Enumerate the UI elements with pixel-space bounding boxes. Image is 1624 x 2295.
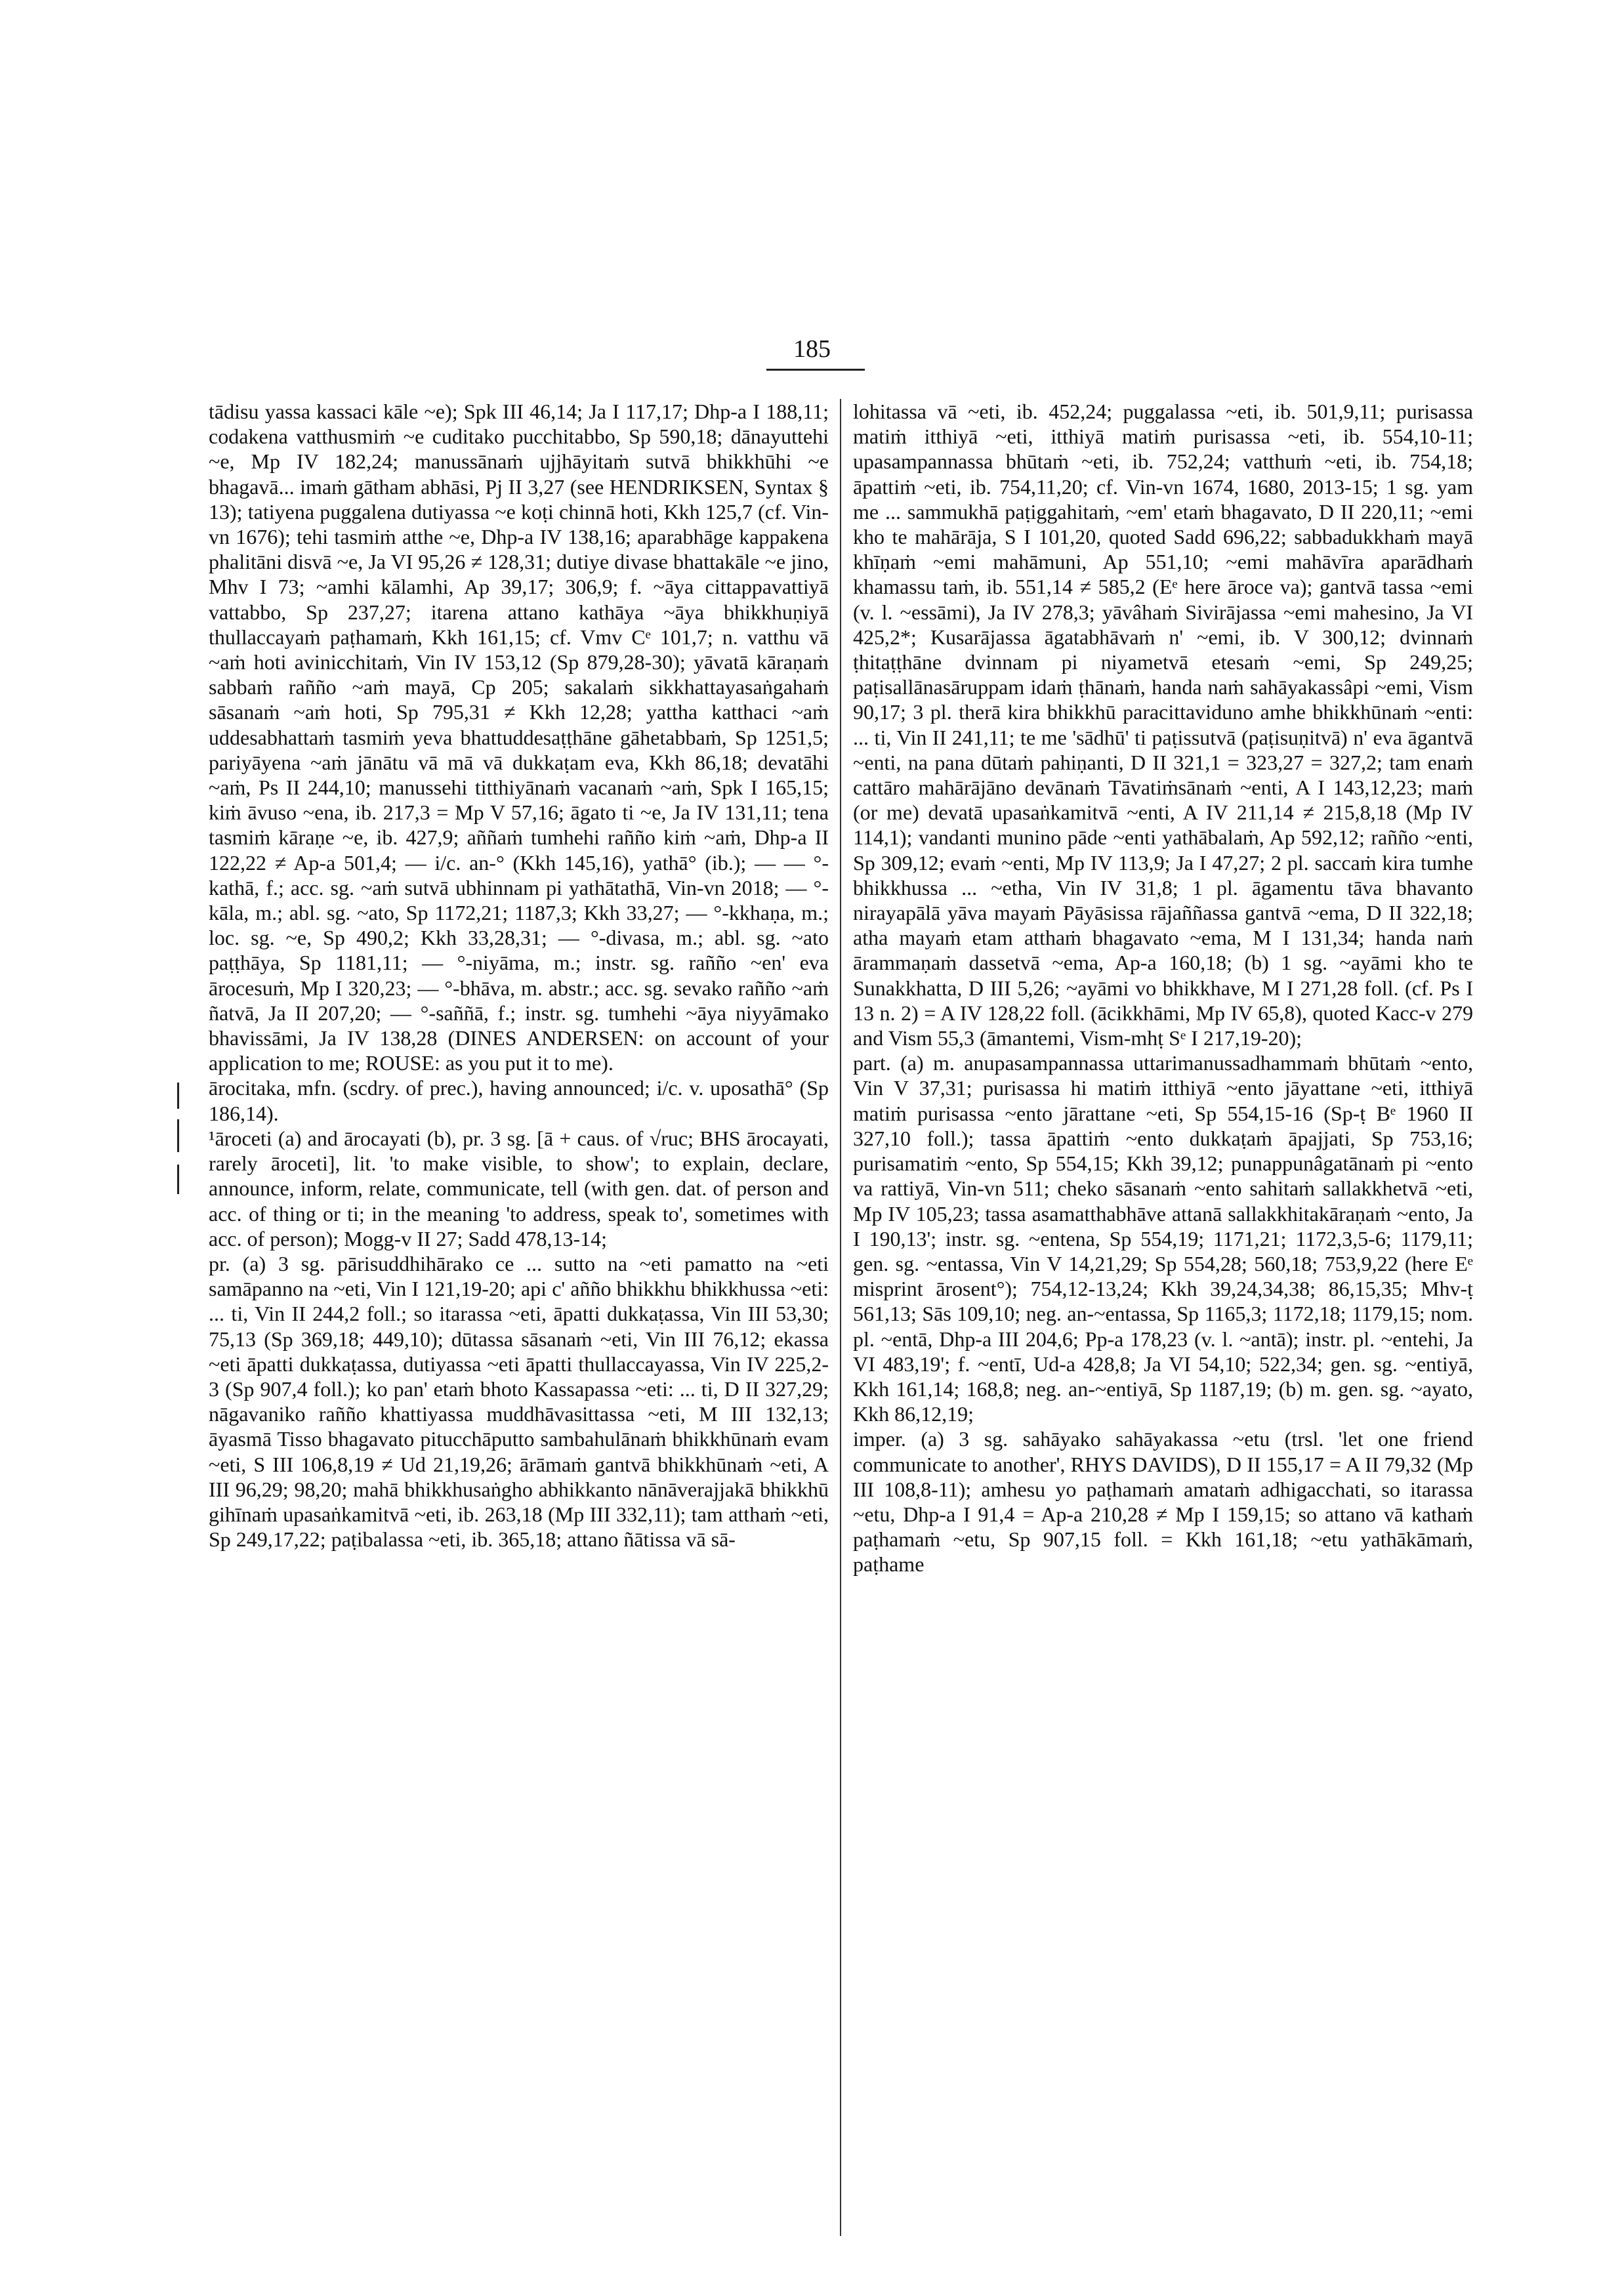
margin-mark [177,1119,179,1152]
left-column-text: tādisu yassa kassaci kāle ~e); Spk III 46,14; Ja I 117,17; Dhp-a I 188,11; codakena vatthusmiṁ ~e cuditako pucchitabbo, Sp 590,18; dānayuttehi ~e, Mp IV 182,24; manussānaṁ ujjhāyitaṁ sutvā bhikkhūhi ~e bhagavā... imaṁ gātham abhāsi, Pj II 3,27 (see HENDRIKSEN, Syntax § 13); tatiyena puggalena dutiyassa ~e koṭi chinnā hoti, Kkh 125,7 (cf. Vin-vn 1676); tehi tasmiṁ atthe ~e, Dhp-a IV 138,16; aparabhāge kappakena phalitāni disvā ~e, Ja VI 95,26 ≠ 128,31; dutiye divase bhattakāle ~e jino, Mhv I 73; ~amhi kālamhi, Ap 39,17; 306,9; f. ~āya cittappavattiyā vattabbo, Sp 237,27; itarena attano kathāya ~āya bhikkhuṇiyā thullaccayaṁ paṭhamaṁ, Kkh 161,15; cf. Vmv Cᵉ 101,7; n. vatthu vā ~aṁ hoti avinicchitaṁ, Vin IV 153,12 (Sp 879,28-30); yāvatā kāraṇaṁ sabbaṁ rañño ~aṁ mayā, Cp 205; sakalaṁ sikkhattayasaṅgahaṁ sāsanaṁ ~aṁ hoti, Sp 795,31 ≠ Kkh 12,28; yattha katthaci ~aṁ uddesabhattaṁ tasmiṁ yeva bhattuddesaṭṭhāne gāhetabbaṁ, Sp 1251,5; pariyāyena ~aṁ jānātu vā mā vā dukkaṭam eva, Kkh 86,18; devatāhi ~aṁ, Ps II 244,10; manussehi titthiyānaṁ vacanaṁ ~aṁ, Spk I 165,15; kiṁ āvuso ~ena, ib. 217,3 = Mp V 57,16; āgato ti ~e, Ja IV 131,11; tena tasmiṁ kāraṇe ~e, ib. 427,9; aññaṁ tumhehi rañño kiṁ ~aṁ, Dhp-a II 122,22 ≠ Ap-a 501,4; — i/c. an-° (Kkh 145,16), yathā° (ib.); — — °-kathā, f.; acc. sg. ~aṁ sutvā ubhinnam pi yathātathā, Vin-vn 2018; — °-kāla, m.; abl. sg. ~ato, Sp 1172,21; 1187,3; Kkh 33,27; — °-kkhaṇa, m.; loc. sg. ~e, Sp 490,2; Kkh 33,28,31; — °-divasa, m.; abl. sg. ~ato paṭṭhāya, Sp 1181,11; — °-niyāma, m.; instr. sg. rañño ~en' eva ārocesuṁ, Mp I 320,23; — °-bhāva, m. abstr.; acc. sg. sevako rañño ~aṁ ñatvā, Ja II 207,20; — °-saññā, f.; instr. sg. tumhehi ~āya niyyāmako bhavissāmi, Ja IV 138,28 (DINES ANDERSEN: on account of your application to me; ROUSE: as you put it to me). ārocitaka, mfn. (scdry. of prec.), having announced; i/c. v. uposathā° (Sp 186,14). ¹āroceti (a) and ārocayati (b), pr. 3 sg. [ā + caus. of √ruc; BHS ārocayati, rarely āroceti], lit. 'to make visible, to show'; to explain, declare, announce, inform, relate, communicate, tell (with gen. dat. of person and acc. of thing or ti; in the meaning 'to address, speak to', sometimes with acc. of person); Mogg-v II 27; Sadd 478,13-14; pr. (a) 3 sg. pārisuddhihārako ce ... sutto na ~eti pamatto na ~eti samāpanno na ~eti, Vin I 121,19-20; api c' añño bhikkhu bhikkhussa ~eti: ... ti, Vin II 244,2 foll.; so itarassa ~eti, āpatti dukkaṭassa, Vin III 53,30; 75,13 (Sp 369,18; 449,10); dūtassa sāsanaṁ ~eti, Vin III 76,12; ekassa ~eti āpatti dukkaṭassa, dutiyassa ~eti āpatti thullaccayassa, Vin IV 225,2-3 (Sp 907,4 foll.); ko pan' etaṁ bhoto Kassapassa ~eti: ... ti, D II 327,29; nāgavaniko rañño khattiyassa muddhāvasittassa ~eti, M III 132,13; āyasmā Tisso bhagavato pitucchāputto sambahulānaṁ bhikkhūnaṁ evam ~eti, S III 106,8,19 ≠ Ud 21,19,26; ārāmaṁ gantvā bhikkhūnaṁ ~eti, A III 96,29; 98,20; mahā bhikkhusaṅgho abhikkanto nānāverajjakā bhikkhū gihīnaṁ upasaṅkamitvā ~eti, ib. 263,18 (Mp III 332,11); tam atthaṁ ~eti, Sp 249,17,22; paṭibalassa ~eti, ib. 365,18; attano ñātissa vā sā- [209,400,829,1552]
right-column [853,399,1473,2243]
right-column-text: lohitassa vā ~eti, ib. 452,24; puggalassa ~eti, ib. 501,9,11; purisassa matiṁ itthiyā ~eti, itthiyā matiṁ purisassa ~eti, ib. 554,10-11; upasampannassa bhūtaṁ ~eti, ib. 752,24; vatthuṁ ~eti, ib. 754,18; āpattiṁ ~eti, ib. 754,11,20; cf. Vin-vn 1674, 1680, 2013-15; 1 sg. yam me ... sammukhā paṭiggahitaṁ, ~em' etaṁ bhagavato, D II 220,11; ~emi kho te mahārāja, S I 101,20, quoted Sadd 696,22; sabbadukkhaṁ mayā khīṇaṁ ~emi mahāmuni, Ap 551,10; ~emi mahāvīra aparādhaṁ khamassu taṁ, ib. 551,14 ≠ 585,2 (Eᵉ here āroce va); gantvā tassa ~emi (v. l. ~essāmi), Ja IV 278,3; yāvâhaṁ Sivirājassa ~emi mahesino, Ja VI 425,2*; Kusarājassa āgatabhāvaṁ n' ~emi, ib. V 300,12; dvinnaṁ ṭhitaṭṭhāne dvinnam pi niyametvā etesaṁ ~emi, Sp 249,25; paṭisallānasāruppam idaṁ ṭhānaṁ, handa naṁ sahāyakassâpi ~emi, Vism 90,17; 3 pl. therā kira bhikkhū paracittaviduno amhe bhikkhūnaṁ ~enti: ... ti, Vin II 241,11; te me 'sādhū' ti paṭissutvā (paṭisuṇitvā) n' eva āgantvā ~enti, na pana dūtaṁ pahiṇanti, D II 321,1 = 323,27 = 327,2; tam enaṁ cattāro mahārājāno devānaṁ Tāvatiṁsānaṁ ~enti, A I 143,12,23; maṁ (or me) devatā upasaṅkamitvā ~enti, A IV 211,14 ≠ 215,8,18 (Mp IV 114,1); vandanti munino pāde ~enti yathābalaṁ, Ap 592,12; rañño ~enti, Sp 309,12; evaṁ ~enti, Mp IV 113,9; Ja I 47,27; 2 pl. saccaṁ kira tumhe bhikkhussa ... ~etha, Vin IV 31,8; 1 pl. āgamentu tāva bhavanto nirayapālā yāva mayaṁ Pāyāsissa rājaññassa gantvā ~ema, D II 322,18; atha mayaṁ etam atthaṁ bhagavato ~ema, M I 131,34; handa naṁ ārammaṇaṁ dassetvā ~ema, Ap-a 160,18; (b) 1 sg. ~ayāmi kho te Sunakkhatta, D III 5,26; ~ayāmi vo bhikkhave, M I 271,28 foll. (cf. Ps I 13 n. 2) = A IV 128,22 foll. (ācikkhāmi, Mp IV 65,8), quoted Kacc-v 279 and Vism 55,3 (āmantemi, Vism-mhṭ Sᵉ I 217,19-20); part. (a) m. anupasampannassa uttarimanussadhammaṁ bhūtaṁ ~ento, Vin V 37,31; purisassa hi matiṁ itthiyā ~ento jāyattane ~eti, itthiyā matiṁ purisassa ~ento jārattane ~eti, Sp 554,15-16 (Sp-ṭ Bᵉ 1960 II 327,10 foll.); tassa āpattiṁ ~ento dukkaṭaṁ āpajjati, Sp 753,16; purisamatiṁ ~ento, Sp 554,15; Kkh 39,12; punappunâgatānaṁ pi ~ento va rattiyā, Vin-vn 511; cheko sāsanaṁ ~ento sahitaṁ sallakkhetvā ~eti, Mp IV 105,23; tassa asamatthabhāve attanā sallakkhitakāraṇaṁ ~ento, Ja I 190,13'; instr. sg. ~entena, Sp 554,19; 1171,21; 1172,3,5-6; 1179,11; gen. sg. ~entassa, Vin V 14,21,29; Sp 554,28; 560,18; 753,9,22 (here Eᵉ misprint ārosent°); 754,12-13,24; Kkh 39,24,34,38; 86,15,35; Mhv-ṭ 561,13; Sās 109,10; neg. an-~entassa, Sp 1165,3; 1172,18; 1179,15; nom. pl. ~entā, Dhp-a III 204,6; Pp-a 178,23 (v. l. ~antā); instr. pl. ~entehi, Ja VI 483,19'; f. ~entī, Ud-a 428,8; Ja VI 54,10; 522,34; gen. sg. ~entiyā, Kkh 161,14; 168,8; neg. an-~entiyā, Sp 1187,19; (b) m. gen. sg. ~ayato, Kkh 86,12,19; imper. (a) 3 sg. sahāyako sahāyakassa ~etu (trsl. 'let one friend communicate to another', RHYS DAVIDS), D II 155,17 = A II 79,32 (Mp III 108,8-11); amhesu yo paṭhamaṁ amataṁ adhigacchati, so itarassa ~etu, Dhp-a I 91,4 = Ap-a 210,28 ≠ Mp I 159,15; so attano vā kathaṁ paṭhamaṁ ~etu, Sp 907,15 foll. = Kkh 161,18; ~etu yathākāmaṁ, paṭhame [853,400,1473,1577]
page-number: 185 [793,335,831,363]
header-rule [766,369,865,371]
column-divider [840,399,841,2236]
margin-mark [177,1083,179,1109]
margin-mark [177,1165,179,1194]
left-column [209,399,829,2243]
